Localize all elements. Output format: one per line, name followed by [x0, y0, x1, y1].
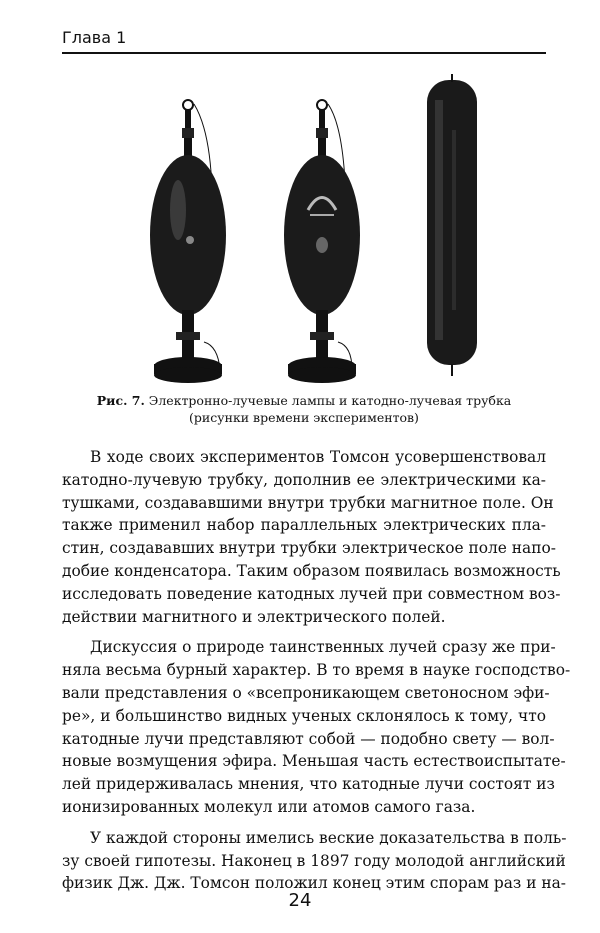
electron-lamp-left [150, 100, 226, 383]
text-line: У каждой стороны имелись веские доказательства в поль- [90, 828, 567, 847]
text-line: тушками, создававшими внутри трубки магнитное поле. Он [62, 493, 554, 512]
text-line: стин, создававших внутри трубки электрическое поле напо- [62, 539, 556, 558]
body-text [62, 446, 571, 903]
text-line: ре», и большинство видных ученых склонялось к тому, что [62, 706, 546, 725]
cathode-tubes-illustration [100, 70, 520, 390]
text-line: ионизированных молекул или атомов самого газа. [62, 797, 476, 816]
page-number: 24 [288, 890, 312, 911]
paragraph-1 [62, 446, 561, 628]
text-line: Дискуссия о природе таинственных лучей сразу же при- [90, 638, 556, 657]
text-line: новые возмущения эфира. Меньшая часть естествоиспытате- [62, 752, 566, 771]
text-line: исследовать поведение катодных лучей при совместном воз- [62, 584, 561, 603]
caption-text: Электронно-лучевые лампы и катодно-лучевая трубка [144, 393, 512, 408]
figure-illustration [100, 70, 520, 390]
caption-label: Рис. 7. [96, 393, 145, 408]
chapter-title: Глава 1 [62, 28, 127, 47]
text-line: действии магнитного и электрического полей. [62, 607, 446, 626]
electron-lamp-right [284, 100, 360, 383]
text-line: также применил набор параллельных электрических пла- [62, 516, 546, 535]
caption-line-2: (рисунки времени экспериментов) [189, 410, 419, 425]
text-line: В ходе своих экспериментов Томсон усовершенствовал [90, 448, 546, 466]
text-line: лей придерживалась мнения, что катодные лучи состоят из [62, 775, 555, 794]
paragraph-3 [62, 827, 567, 895]
running-header [62, 26, 546, 54]
text-line: зу своей гипотезы. Наконец в 1897 году молодой английский [62, 851, 566, 870]
text-line: катодные лучи представляют собой — подобно свету — вол- [62, 729, 555, 748]
text-line: няла весьма бурный характер. В то время в науке господство- [62, 661, 571, 680]
text-line: катодно-лучевую трубку, дополнив ее электрическими ка- [62, 470, 546, 489]
caption-line-1 [97, 393, 511, 408]
cathode-ray-tube [427, 74, 477, 376]
text-line: добие конденсатора. Таким образом появилась возможность [62, 561, 561, 580]
text-line: вали представления о «всепроникающем светоносном эфи- [62, 683, 550, 702]
paragraph-2 [62, 636, 571, 818]
text-line: физик Дж. Дж. Томсон положил конец этим спорам раз и на- [62, 874, 566, 893]
figure-caption [62, 392, 546, 426]
